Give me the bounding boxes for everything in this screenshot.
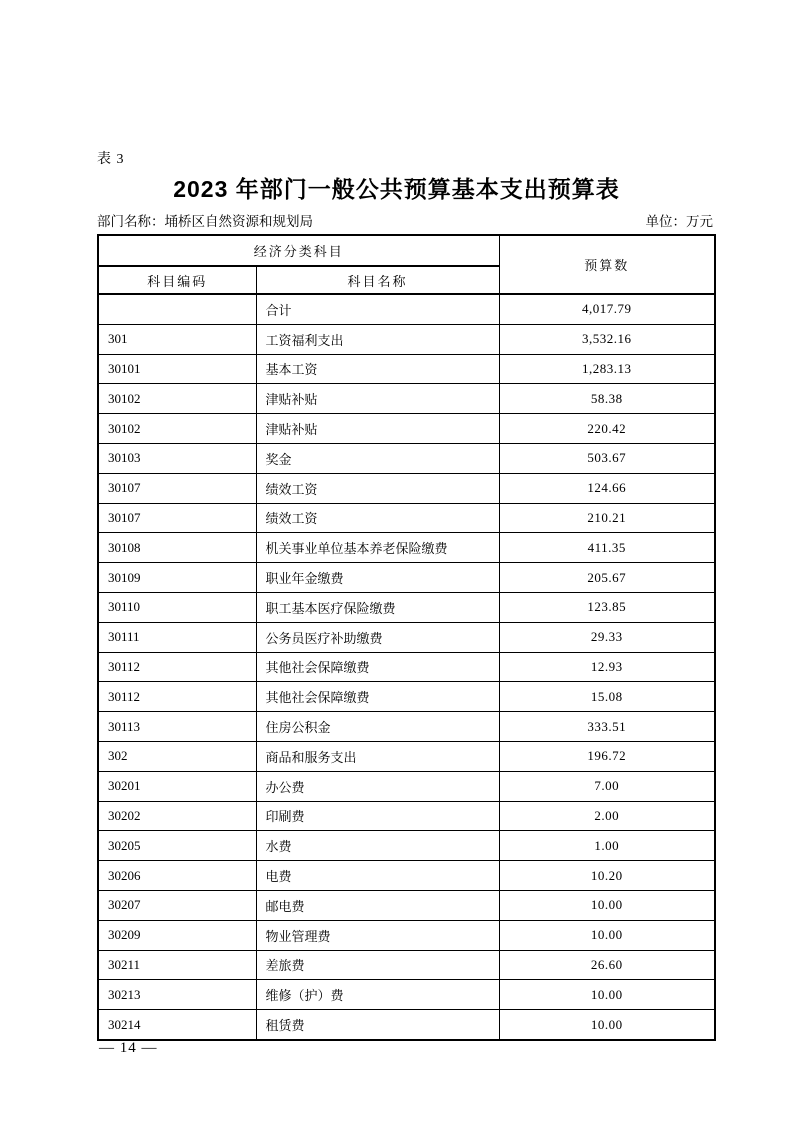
budget-amount-cell: 1.00 — [499, 831, 715, 861]
meta-row — [97, 210, 713, 230]
budget-amount-cell: 15.08 — [499, 682, 715, 712]
subject-code-cell: 30110 — [98, 592, 256, 622]
subject-name-cell: 其他社会保障缴费 — [256, 652, 499, 682]
subject-code-cell: 30211 — [98, 950, 256, 980]
subject-code-cell: 30202 — [98, 801, 256, 831]
subject-name-cell: 合计 — [256, 294, 499, 324]
budget-amount-cell: 123.85 — [499, 592, 715, 622]
subject-code-cell — [98, 294, 256, 324]
budget-amount-cell: 10.20 — [499, 861, 715, 891]
table-row — [98, 503, 715, 533]
budget-amount-cell: 10.00 — [499, 1010, 715, 1040]
subject-name-cell: 绩效工资 — [256, 473, 499, 503]
subject-name-cell: 租赁费 — [256, 1010, 499, 1040]
table-row — [98, 801, 715, 831]
table-row — [98, 741, 715, 771]
subject-code-cell: 302 — [98, 741, 256, 771]
department-name-label: 部门名称：埇桥区自然资源和规划局 — [97, 214, 313, 229]
budget-amount-cell: 210.21 — [499, 503, 715, 533]
header-subject-code: 科目编码 — [98, 266, 256, 294]
subject-name-cell: 基本工资 — [256, 354, 499, 384]
budget-amount-cell: 26.60 — [499, 950, 715, 980]
subject-name-cell: 电费 — [256, 861, 499, 891]
budget-amount-cell: 124.66 — [499, 473, 715, 503]
table-row — [98, 712, 715, 742]
table-row — [98, 1010, 715, 1040]
page-title: 2023 年部门一般公共预算基本支出预算表 — [173, 176, 620, 202]
budget-amount-cell: 1,283.13 — [499, 354, 715, 384]
subject-code-cell: 30213 — [98, 980, 256, 1010]
subject-name-cell: 维修（护）费 — [256, 980, 499, 1010]
subject-name-cell: 津贴补贴 — [256, 414, 499, 444]
table-row — [98, 533, 715, 563]
subject-name-cell: 公务员医疗补助缴费 — [256, 622, 499, 652]
table-row — [98, 682, 715, 712]
budget-table — [97, 234, 716, 1041]
budget-amount-cell: 205.67 — [499, 563, 715, 593]
budget-amount-cell: 4,017.79 — [499, 294, 715, 324]
subject-name-cell: 印刷费 — [256, 801, 499, 831]
subject-code-cell: 30102 — [98, 414, 256, 444]
table-row — [98, 980, 715, 1010]
subject-code-cell: 30108 — [98, 533, 256, 563]
subject-name-cell: 其他社会保障缴费 — [256, 682, 499, 712]
subject-name-cell: 职工基本医疗保险缴费 — [256, 592, 499, 622]
subject-name-cell: 差旅费 — [256, 950, 499, 980]
page-number: — 14 — — [99, 1040, 158, 1056]
table-row — [98, 384, 715, 414]
budget-amount-cell: 503.67 — [499, 443, 715, 473]
subject-code-cell: 30201 — [98, 771, 256, 801]
subject-code-cell: 30112 — [98, 682, 256, 712]
table-row — [98, 622, 715, 652]
subject-code-cell: 30206 — [98, 861, 256, 891]
subject-name-cell: 奖金 — [256, 443, 499, 473]
subject-code-cell: 30101 — [98, 354, 256, 384]
budget-amount-cell: 29.33 — [499, 622, 715, 652]
table-number-label: 表 3 — [97, 152, 125, 167]
table-row — [98, 473, 715, 503]
table-row — [98, 414, 715, 444]
subject-name-cell: 商品和服务支出 — [256, 741, 499, 771]
header-subject-name: 科目名称 — [256, 266, 499, 294]
subject-name-cell: 住房公积金 — [256, 712, 499, 742]
budget-amount-cell: 58.38 — [499, 384, 715, 414]
subject-code-cell: 30107 — [98, 473, 256, 503]
table-row — [98, 771, 715, 801]
table-row — [98, 592, 715, 622]
budget-amount-cell: 333.51 — [499, 712, 715, 742]
table-row — [98, 831, 715, 861]
subject-code-cell: 30102 — [98, 384, 256, 414]
subject-code-cell: 301 — [98, 324, 256, 354]
subject-code-cell: 30107 — [98, 503, 256, 533]
subject-name-cell: 工资福利支出 — [256, 324, 499, 354]
table-row — [98, 294, 715, 324]
subject-code-cell: 30205 — [98, 831, 256, 861]
subject-code-cell: 30103 — [98, 443, 256, 473]
subject-code-cell: 30207 — [98, 890, 256, 920]
header-economic-category: 经济分类科目 — [98, 235, 499, 266]
budget-amount-cell: 2.00 — [499, 801, 715, 831]
budget-amount-cell: 196.72 — [499, 741, 715, 771]
subject-name-cell: 办公费 — [256, 771, 499, 801]
subject-name-cell: 机关事业单位基本养老保险缴费 — [256, 533, 499, 563]
subject-code-cell: 30111 — [98, 622, 256, 652]
budget-amount-cell: 10.00 — [499, 890, 715, 920]
table-row — [98, 920, 715, 950]
subject-code-cell: 30109 — [98, 563, 256, 593]
unit-label: 单位：万元 — [645, 214, 713, 229]
budget-amount-cell: 220.42 — [499, 414, 715, 444]
budget-amount-cell: 411.35 — [499, 533, 715, 563]
subject-name-cell: 邮电费 — [256, 890, 499, 920]
budget-amount-cell: 7.00 — [499, 771, 715, 801]
table-row — [98, 950, 715, 980]
table-body — [98, 294, 715, 1040]
subject-name-cell: 绩效工资 — [256, 503, 499, 533]
header-row-group — [98, 235, 715, 266]
table-row — [98, 563, 715, 593]
header-budget-amount: 预算数 — [499, 235, 715, 294]
table-row — [98, 652, 715, 682]
subject-code-cell: 30209 — [98, 920, 256, 950]
budget-amount-cell: 10.00 — [499, 980, 715, 1010]
table-header — [98, 235, 715, 294]
table-row — [98, 443, 715, 473]
table-row — [98, 890, 715, 920]
subject-code-cell: 30112 — [98, 652, 256, 682]
budget-amount-cell: 10.00 — [499, 920, 715, 950]
subject-code-cell: 30214 — [98, 1010, 256, 1040]
subject-name-cell: 水费 — [256, 831, 499, 861]
table-row — [98, 861, 715, 891]
subject-name-cell: 职业年金缴费 — [256, 563, 499, 593]
budget-amount-cell: 3,532.16 — [499, 324, 715, 354]
subject-name-cell: 津贴补贴 — [256, 384, 499, 414]
table-row — [98, 354, 715, 384]
subject-name-cell: 物业管理费 — [256, 920, 499, 950]
table-row — [98, 324, 715, 354]
budget-amount-cell: 12.93 — [499, 652, 715, 682]
subject-code-cell: 30113 — [98, 712, 256, 742]
